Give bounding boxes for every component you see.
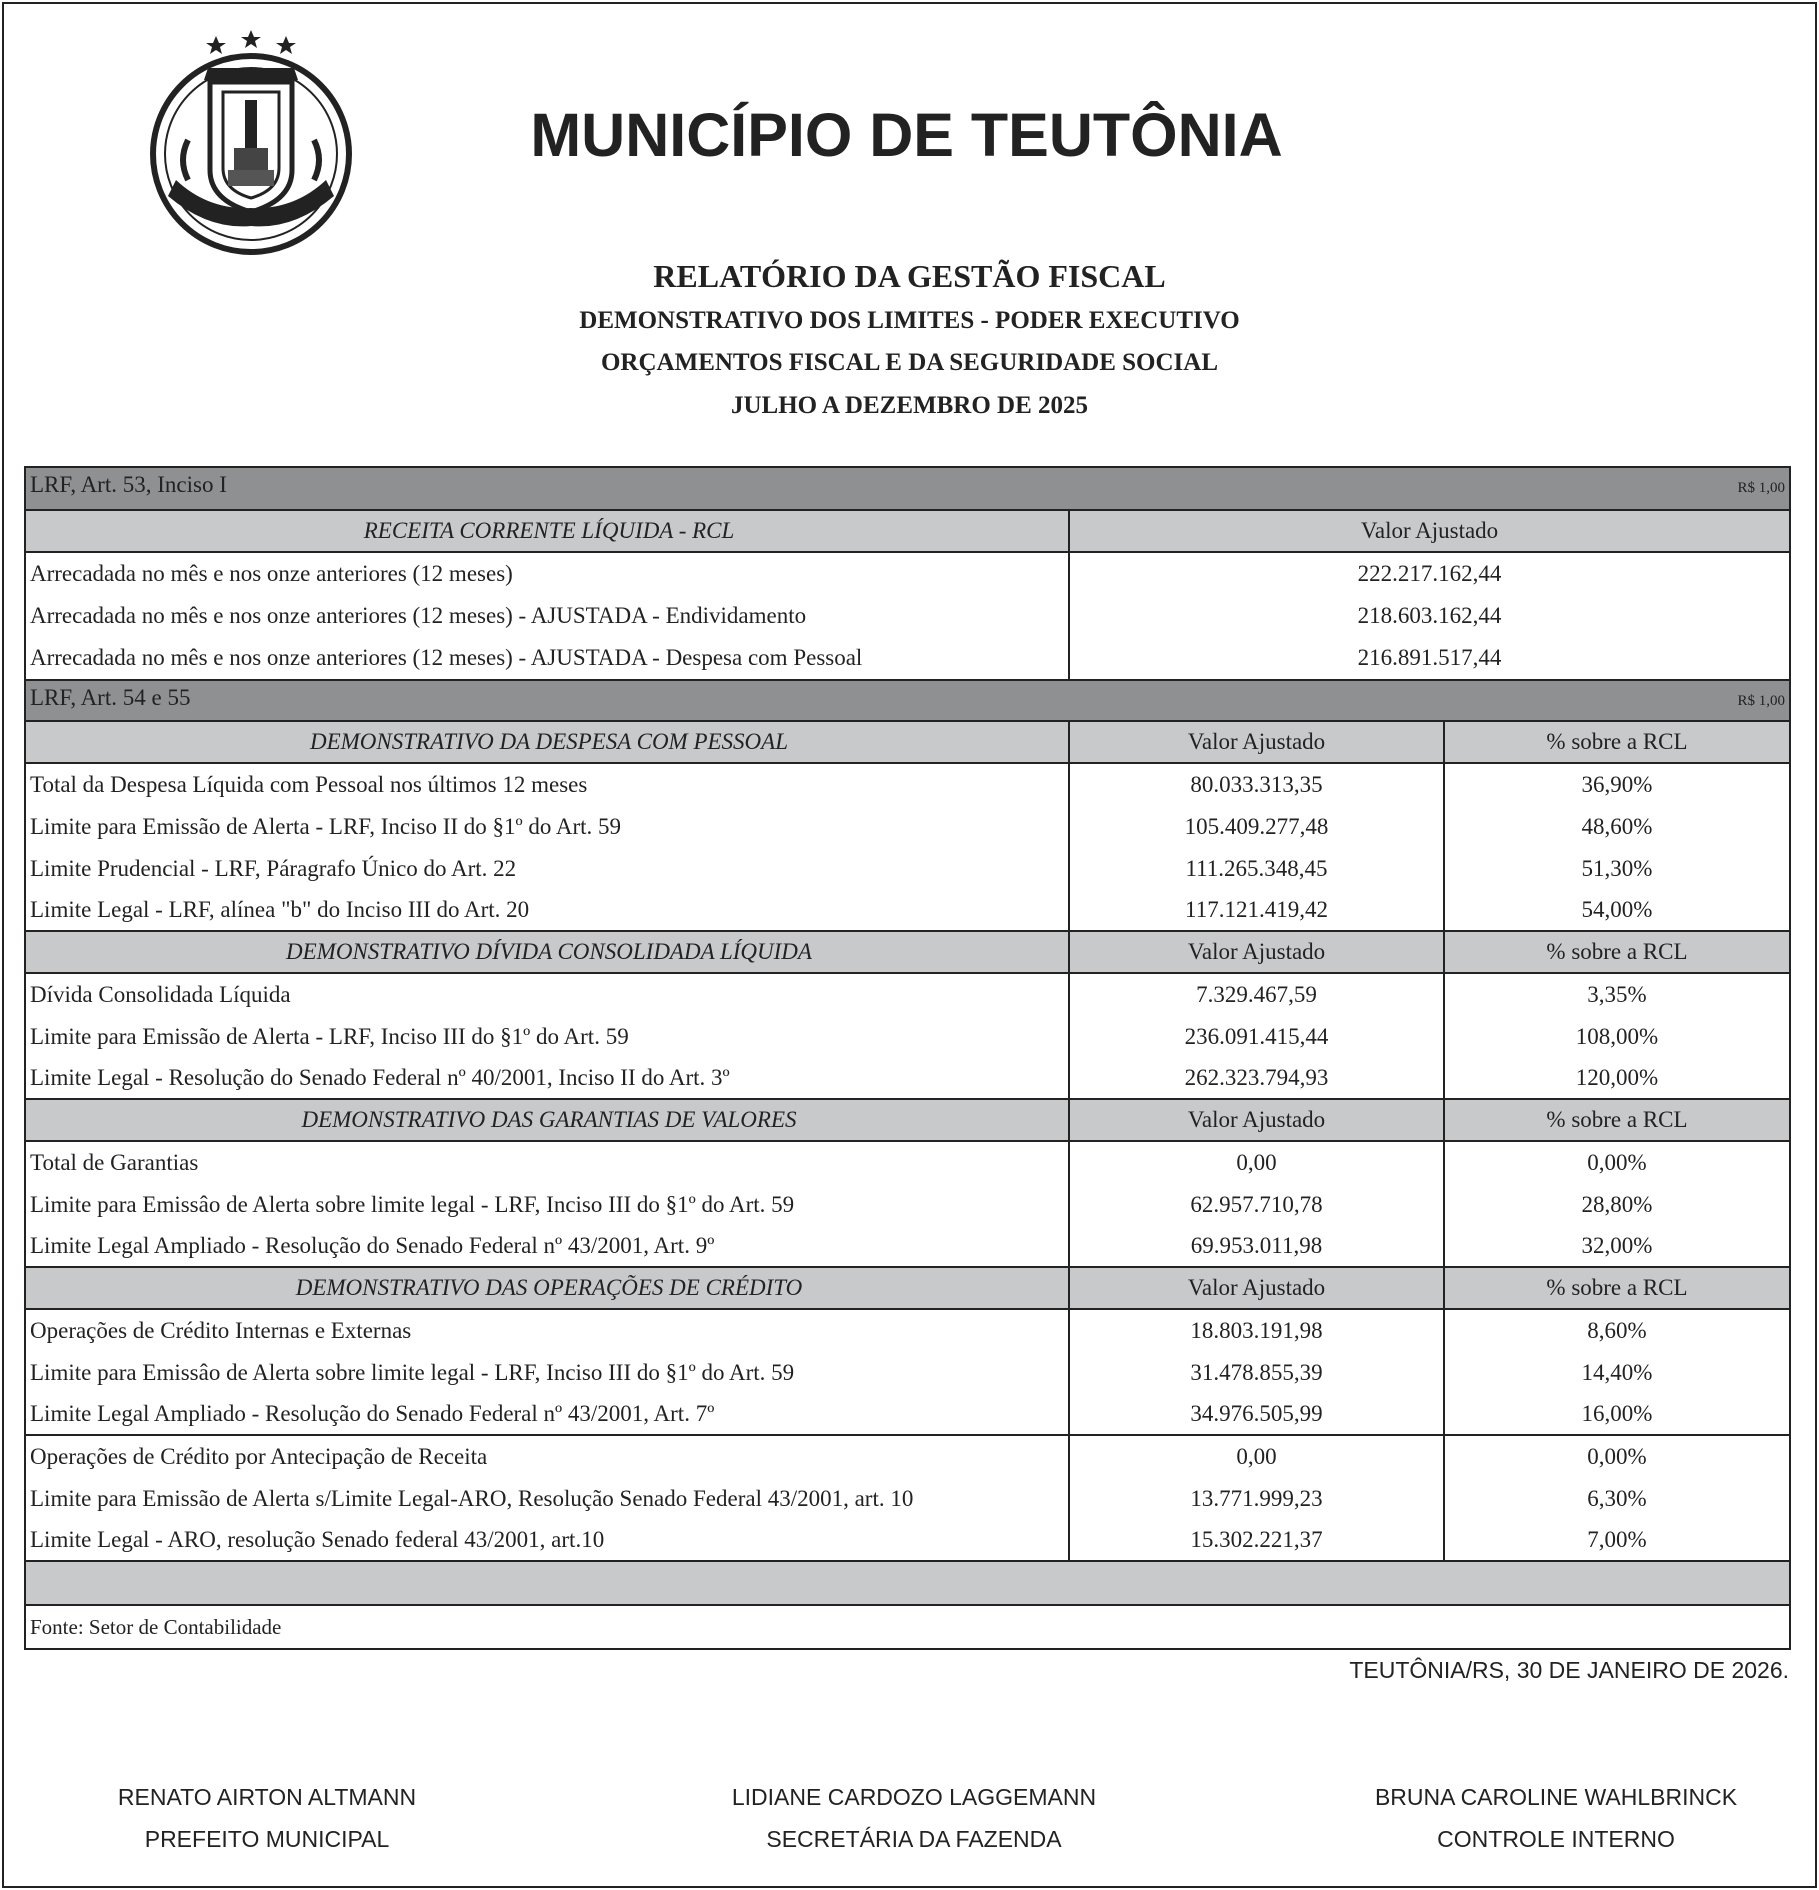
currency-unit: R$ 1,00 (1737, 693, 1785, 709)
table-row (26, 1394, 1789, 1436)
report-subtitle-1: DEMONSTRATIVO DOS LIMITES - PODER EXECUTIVO (579, 307, 1240, 334)
divida-header-label: DEMONSTRATIVO DÍVIDA CONSOLIDADA LÍQUIDA (286, 939, 812, 964)
signatory-name: RENATO AIRTON ALTMANN (117, 1784, 417, 1810)
credito-header-value: Valor Ajustado (1068, 1268, 1443, 1308)
source-note: Fonte: Setor de Contabilidade (30, 1614, 282, 1639)
signatory-role: PREFEITO MUNICIPAL (144, 1826, 390, 1852)
row-pct: 3,35% (1443, 974, 1789, 1016)
table-row (26, 890, 1789, 932)
limits-table (24, 466, 1791, 1650)
row-value: 62.957.710,78 (1068, 1184, 1443, 1226)
row-value: 111.265.348,45 (1068, 848, 1443, 890)
municipality-title: MUNICÍPIO DE TEUTÔNIA (530, 101, 1283, 169)
credito-header-row (26, 1268, 1789, 1310)
garantias-header-row (26, 1100, 1789, 1142)
row-label: Total da Despesa Líquida com Pessoal nos últimos 12 meses (30, 772, 588, 797)
report-title: RELATÓRIO DA GESTÃO FISCAL (653, 258, 1166, 294)
band-label: LRF, Art. 53, Inciso I (30, 472, 227, 497)
row-label: Arrecadada no mês e nos onze anteriores (12 meses) - AJUSTADA - Despesa com Pessoal (30, 645, 863, 670)
credito-header-label: DEMONSTRATIVO DAS OPERAÇÕES DE CRÉDITO (295, 1275, 803, 1300)
row-label: Limite para Emissâo de Alerta sobre limite legal - LRF, Inciso III do §1º do Art. 59 (30, 1192, 795, 1217)
row-pct: 16,00% (1443, 1394, 1789, 1434)
row-label: Limite para Emissão de Alerta - LRF, Inciso II do §1º do Art. 59 (30, 814, 622, 839)
pessoal-header-label: DEMONSTRATIVO DA DESPESA COM PESSOAL (309, 729, 789, 754)
row-label: Arrecadada no mês e nos onze anteriores (12 meses) - AJUSTADA - Endividamento (30, 603, 807, 628)
row-label: Limite Legal - ARO, resolução Senado federal 43/2001, art.10 (30, 1527, 605, 1552)
pessoal-header-row (26, 722, 1789, 764)
divida-header-pct: % sobre a RCL (1443, 932, 1789, 972)
table-row (26, 1184, 1789, 1226)
row-label: Limite para Emissâo de Alerta sobre limite legal - LRF, Inciso III do §1º do Art. 59 (30, 1360, 795, 1385)
row-label: Limite para Emissão de Alerta - LRF, Inciso III do §1º do Art. 59 (30, 1024, 629, 1049)
row-pct: 28,80% (1443, 1184, 1789, 1226)
row-label: Total de Garantias (30, 1150, 199, 1175)
pessoal-header-pct: % sobre a RCL (1443, 722, 1789, 762)
table-row (26, 848, 1789, 890)
row-pct: 8,60% (1443, 1310, 1789, 1352)
row-pct: 14,40% (1443, 1352, 1789, 1394)
report-period: JULHO A DEZEMBRO DE 2025 (731, 392, 1088, 419)
row-value: 216.891.517,44 (1068, 637, 1789, 679)
row-pct: 48,60% (1443, 806, 1789, 848)
row-value: 80.033.313,35 (1068, 764, 1443, 806)
signature-block-mayor (17, 1776, 517, 1860)
currency-unit: R$ 1,00 (1737, 480, 1785, 496)
table-row (26, 764, 1789, 806)
row-value: 236.091.415,44 (1068, 1016, 1443, 1058)
row-pct: 7,00% (1443, 1520, 1789, 1560)
row-value: 0,00 (1068, 1142, 1443, 1184)
section-band-pessoal (26, 679, 1789, 722)
report-subtitle-2: ORÇAMENTOS FISCAL E DA SEGURIDADE SOCIAL (600, 349, 1219, 376)
table-row (26, 974, 1789, 1016)
row-pct: 36,90% (1443, 764, 1789, 806)
garantias-header-label: DEMONSTRATIVO DAS GARANTIAS DE VALORES (301, 1107, 797, 1132)
section-band-rcl (26, 468, 1789, 511)
table-row (26, 1058, 1789, 1100)
signatory-name: BRUNA CAROLINE WAHLBRINCK (1374, 1784, 1738, 1810)
row-label: Operações de Crédito Internas e Externas (30, 1318, 412, 1343)
row-value: 13.771.999,23 (1068, 1478, 1443, 1520)
row-pct: 32,00% (1443, 1226, 1789, 1266)
row-value: 7.329.467,59 (1068, 974, 1443, 1016)
row-value: 18.803.191,98 (1068, 1310, 1443, 1352)
row-pct: 6,30% (1443, 1478, 1789, 1520)
row-label: Operações de Crédito por Antecipação de Receita (30, 1444, 488, 1469)
table-row (26, 1016, 1789, 1058)
row-value: 218.603.162,44 (1068, 595, 1789, 637)
row-value: 262.323.794,93 (1068, 1058, 1443, 1098)
row-value: 105.409.277,48 (1068, 806, 1443, 848)
pessoal-header-value: Valor Ajustado (1068, 722, 1443, 762)
dateline: TEUTÔNIA/RS, 30 DE JANEIRO DE 2026. (1349, 1657, 1789, 1683)
row-label: Limite Legal Ampliado - Resolução do Senado Federal nº 43/2001, Art. 9º (30, 1233, 715, 1258)
row-label: Limite Prudencial - LRF, Páragrafo Único do Art. 22 (30, 856, 517, 881)
row-value: 15.302.221,37 (1068, 1520, 1443, 1560)
band-label: LRF, Art. 54 e 55 (30, 685, 191, 710)
row-value: 222.217.162,44 (1068, 553, 1789, 595)
garantias-header-value: Valor Ajustado (1068, 1100, 1443, 1140)
row-pct: 0,00% (1443, 1142, 1789, 1184)
table-row (26, 1352, 1789, 1394)
table-row (26, 1142, 1789, 1184)
signatory-role: CONTROLE INTERNO (1437, 1826, 1675, 1852)
row-label: Dívida Consolidada Líquida (30, 982, 291, 1007)
signatory-name: LIDIANE CARDOZO LAGGEMANN (731, 1784, 1097, 1810)
row-value: 117.121.419,42 (1068, 890, 1443, 930)
row-label: Limite Legal Ampliado - Resolução do Senado Federal nº 43/2001, Art. 7º (30, 1401, 715, 1426)
garantias-header-pct: % sobre a RCL (1443, 1100, 1789, 1140)
row-pct: 51,30% (1443, 848, 1789, 890)
row-label: Limite para Emissão de Alerta s/Limite Legal-ARO, Resolução Senado Federal 43/2001, art. 10 (30, 1486, 914, 1511)
table-row (26, 1520, 1789, 1562)
divida-header-row (26, 932, 1789, 974)
row-pct: 108,00% (1443, 1016, 1789, 1058)
rcl-header-value: Valor Ajustado (1068, 511, 1789, 551)
row-label: Arrecadada no mês e nos onze anteriores (12 meses) (30, 561, 513, 586)
row-pct: 54,00% (1443, 890, 1789, 930)
credito-header-pct: % sobre a RCL (1443, 1268, 1789, 1308)
signature-block-finance (664, 1776, 1164, 1860)
empty-gray-band (26, 1562, 1789, 1606)
table-row (26, 1436, 1789, 1478)
rcl-header-row (26, 511, 1789, 553)
rcl-header-label: RECEITA CORRENTE LÍQUIDA - RCL (363, 518, 735, 543)
table-row (26, 1226, 1789, 1268)
row-label: Limite Legal - LRF, alínea "b" do Inciso III do Art. 20 (30, 897, 530, 922)
row-pct: 120,00% (1443, 1058, 1789, 1098)
row-value: 69.953.011,98 (1068, 1226, 1443, 1266)
row-value: 0,00 (1068, 1436, 1443, 1478)
signatory-role: SECRETÁRIA DA FAZENDA (766, 1826, 1062, 1852)
table-row (26, 1478, 1789, 1520)
table-row (26, 806, 1789, 848)
row-pct: 0,00% (1443, 1436, 1789, 1478)
divida-header-value: Valor Ajustado (1068, 932, 1443, 972)
table-row (26, 637, 1789, 679)
table-row (26, 553, 1789, 595)
row-label: Limite Legal - Resolução do Senado Federal nº 40/2001, Inciso II do Art. 3º (30, 1065, 730, 1090)
row-value: 31.478.855,39 (1068, 1352, 1443, 1394)
row-value: 34.976.505,99 (1068, 1394, 1443, 1434)
table-row (26, 1310, 1789, 1352)
table-row (26, 595, 1789, 637)
signature-block-control (1306, 1776, 1806, 1860)
